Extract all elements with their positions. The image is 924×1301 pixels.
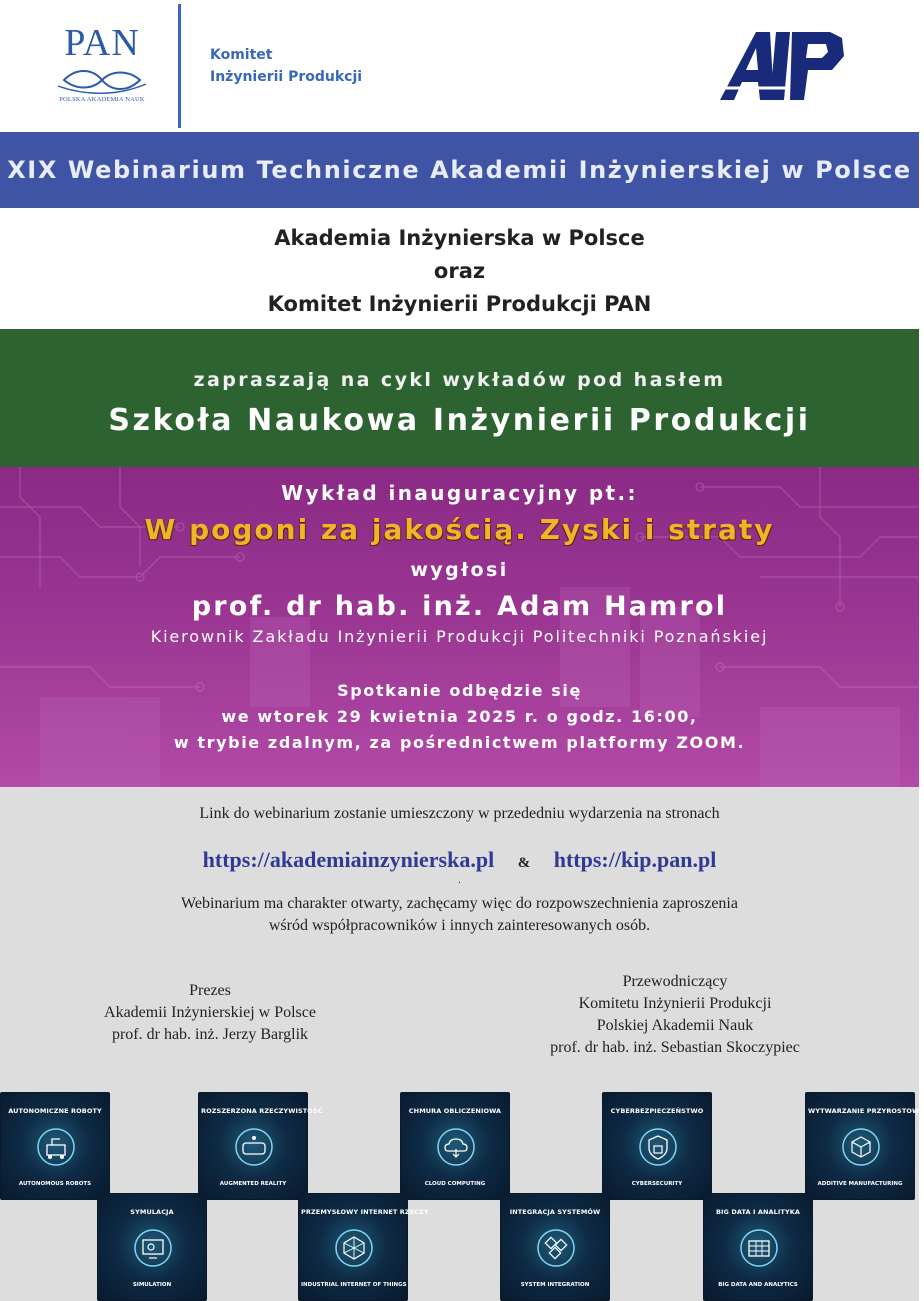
shield-icon <box>638 1127 678 1167</box>
open-invitation-line-2: wśród współpracowników i innych zainteresowanych osób. <box>268 917 651 934</box>
webinar-title: XIX Webinarium Techniczne Akademii Inżynierskiej w Polsce <box>7 156 912 184</box>
open-invitation-line-1: Webinarium ma charakter otwarty, zachęcamy więc do rozpowszechnienia zaproszenia <box>181 895 738 912</box>
robot-icon <box>36 1127 76 1167</box>
meeting-line-1: Spotkanie odbędzie się <box>337 681 582 700</box>
tile-cybersecurity <box>602 1092 712 1200</box>
committee-name <box>210 44 362 88</box>
webinar-banner <box>0 132 919 208</box>
cloud-icon <box>436 1127 476 1167</box>
committee-name-line2: Inżynierii Produkcji <box>210 69 363 85</box>
database-icon <box>739 1228 779 1268</box>
tile-label-pl: ROZSZERZONA RZECZYWISTOŚĆ <box>201 1107 323 1115</box>
tile-label-pl: AUTONOMICZNE ROBOTY <box>8 1107 102 1115</box>
signature-right-org-1: Komitetu Inżynierii Produkcji <box>578 995 772 1012</box>
tile-label-pl: CYBERBEZPIECZEŃSTWO <box>610 1107 704 1115</box>
tile-system-integration <box>500 1193 610 1301</box>
meeting-line-2: we wtorek 29 kwietnia 2025 r. o godz. 16:00, <box>221 707 698 726</box>
monitor-gear-icon <box>133 1228 173 1268</box>
pan-logo <box>52 22 152 108</box>
lecture-title: W pogoni za jakością. Zyski i straty <box>144 513 775 546</box>
signature-right-role: Przewodniczący <box>622 973 728 990</box>
speaker-intro: wygłosi <box>410 559 509 581</box>
header-divider <box>178 4 181 128</box>
tile-label-en: SIMULATION <box>132 1282 172 1288</box>
tile-label-pl: PRZEMYSŁOWY INTERNET RZECZY <box>301 1208 429 1216</box>
series-intro: zapraszają na cykl wykładów pod hasłem <box>193 369 726 391</box>
tile-cloud-computing <box>400 1092 510 1200</box>
aip-logo <box>718 30 848 102</box>
signature-left-name: prof. dr hab. inż. Jerzy Barglik <box>111 1026 309 1043</box>
signature-right-org-2: Polskiej Akademii Nauk <box>596 1017 754 1034</box>
tile-label-en: BIG DATA AND ANALYTICS <box>718 1282 798 1288</box>
tile-label-pl: WYTWARZANIE PRZYROSTOWE <box>808 1107 924 1115</box>
signature-right <box>520 971 830 1059</box>
lecture-section <box>0 467 919 787</box>
tile-label-pl: CHMURA OBLICZENIOWA <box>408 1107 502 1115</box>
tile-label-en: INDUSTRIAL INTERNET OF THINGS <box>301 1282 407 1288</box>
tile-label-en: CYBERSECURITY <box>631 1181 683 1187</box>
series-name: Szkoła Naukowa Inżynierii Produkcji <box>108 403 811 438</box>
links-ampersand: & <box>517 855 531 871</box>
organizer-2: Komitet Inżynierii Produkcji PAN <box>267 292 652 316</box>
signature-left-org: Akademii Inżynierskiej w Polsce <box>104 1004 316 1021</box>
tile-label-en: AUGMENTED REALITY <box>219 1181 287 1187</box>
tile-simulation <box>97 1193 207 1301</box>
organizers <box>0 208 919 329</box>
network-icon <box>334 1228 374 1268</box>
tile-label-en: AUTONOMOUS ROBOTS <box>18 1181 92 1187</box>
cube-icon <box>841 1127 881 1167</box>
tile-augmented-reality <box>198 1092 323 1200</box>
organizers-conjunction: oraz <box>433 259 486 283</box>
vr-headset-icon <box>234 1127 274 1167</box>
series-band <box>0 329 919 467</box>
tile-autonomous-robots <box>0 1092 110 1200</box>
header <box>0 0 919 132</box>
link-intro: Link do webinarium zostanie umieszczony w przededniu wydarzenia na stronach <box>199 805 720 822</box>
link-kip[interactable]: https://kip.pan.pl <box>553 847 717 872</box>
pan-logo-text: PAN <box>64 22 140 64</box>
aip-logo-text: AIP <box>718 30 720 31</box>
puzzle-icon <box>536 1228 576 1268</box>
tile-label-en: SYSTEM INTEGRATION <box>520 1282 590 1288</box>
signature-left-role: Prezes <box>189 982 231 999</box>
dot-separator: . <box>458 875 461 886</box>
tile-label-en: CLOUD COMPUTING <box>424 1181 486 1187</box>
tile-big-data <box>703 1193 813 1301</box>
organizer-1: Akademia Inżynierska w Polsce <box>274 226 645 250</box>
tile-label-pl: INTEGRACJA SYSTEMÓW <box>509 1208 601 1216</box>
meeting-line-3: w trybie zdalnym, za pośrednictwem platformy ZOOM. <box>173 733 746 752</box>
tile-industrial-iot <box>298 1193 429 1301</box>
signature-right-name: prof. dr hab. inż. Sebastian Skoczypiec <box>550 1039 800 1056</box>
speaker-affiliation: Kierownik Zakładu Inżynierii Produkcji Politechniki Poznańskiej <box>150 627 769 646</box>
tile-label-pl: BIG DATA I ANALITYKA <box>715 1208 801 1216</box>
links-row <box>0 847 919 873</box>
speaker-name: prof. dr hab. inż. Adam Hamrol <box>191 591 728 622</box>
tile-label-en: ADDITIVE MANUFACTURING <box>817 1181 903 1187</box>
pan-logo-subtitle: POLSKA AKADEMIA NAUK <box>59 96 145 103</box>
tile-additive-manufacturing <box>805 1092 924 1200</box>
tile-label-pl: SYMULACJA <box>130 1208 174 1216</box>
lecture-intro: Wykład inauguracyjny pt.: <box>281 481 638 505</box>
signature-left <box>60 980 360 1046</box>
pan-swirl-icon <box>56 66 148 94</box>
link-akademia[interactable]: https://akademiainzynierska.pl <box>202 847 495 872</box>
committee-name-line1: Komitet <box>210 47 273 63</box>
